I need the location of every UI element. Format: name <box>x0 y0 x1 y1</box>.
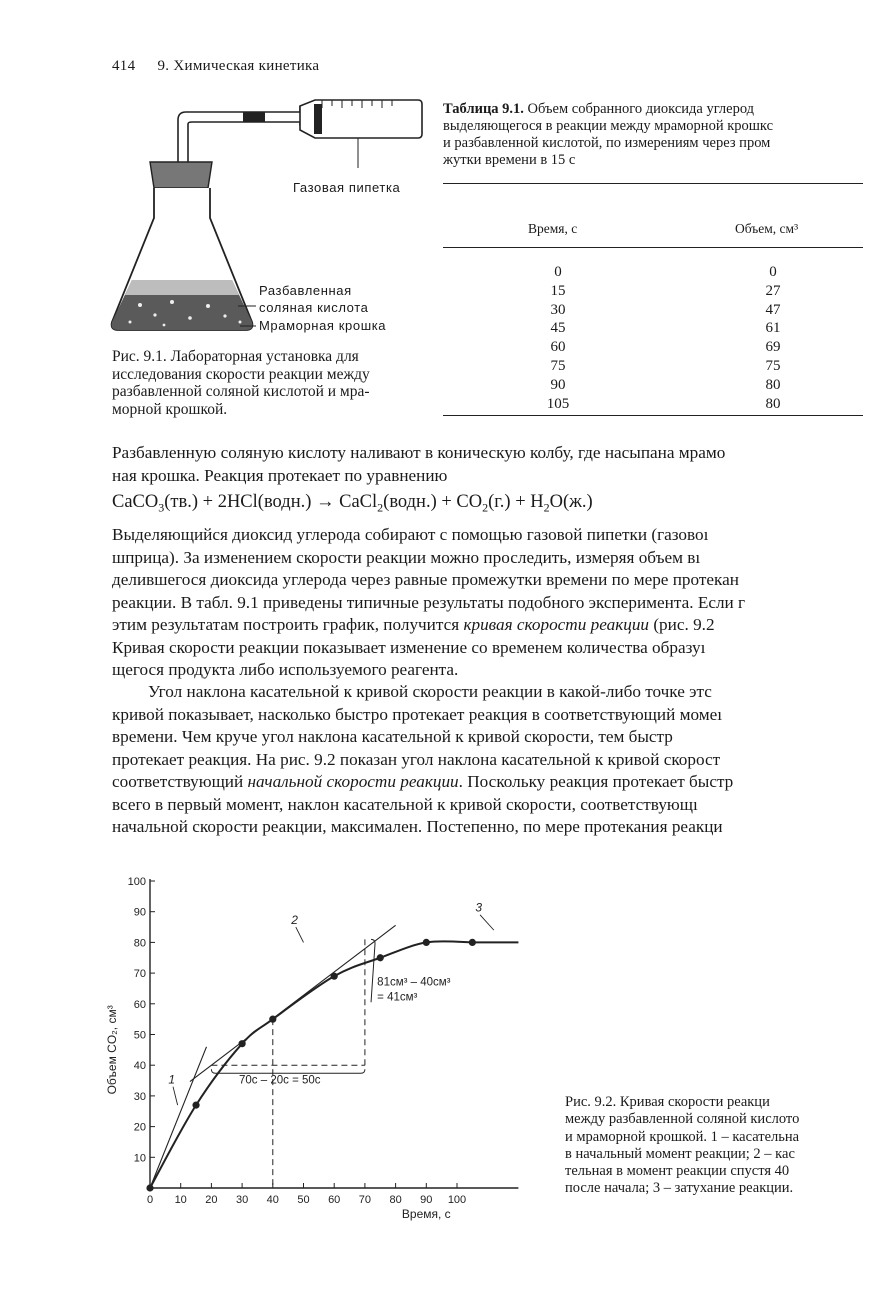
caption-line: и разбавленной кислотой, по измерениям через пром <box>443 135 771 151</box>
table-cell-time: 60 <box>550 339 566 356</box>
table-cell-time: 15 <box>550 282 566 299</box>
y-tick-label: 80 <box>133 937 146 950</box>
text-line: этим результатам построить график, получится кривая скорости реакции (рис. 9.2 <box>112 615 715 634</box>
caption-line: после начала; 3 – затухание реакции. <box>565 1180 794 1197</box>
curve-label-leader <box>480 915 494 930</box>
x-axis-label: Время, с <box>401 1207 451 1221</box>
rubber-connector <box>243 112 265 122</box>
caption-line: жутки времени в 15 с <box>443 152 576 168</box>
data-point <box>192 1102 199 1109</box>
rate-curve-chart <box>100 876 540 1221</box>
text-line: делившегося диоксида углерода через равные промежутки времени по мере протекан <box>112 570 739 589</box>
text-line: протекает реакция. На рис. 9.2 показан угол наклона касательной к кривой скорост <box>112 749 721 769</box>
text-line: Кривая скорости реакции показывает изменение со временем количества образуı <box>112 637 706 657</box>
column-header-volume: Объем, см³ <box>735 221 799 236</box>
y-tick-label: 20 <box>133 1121 146 1134</box>
reaction-equation: CaCO$_3$(тв.) + 2HCl(водн.) → CaCl$_2$(водн.) + $CO_2(г.) + H_2O(ж.)$ <box>112 492 593 515</box>
table-cell-time: 90 <box>550 376 566 393</box>
data-point <box>146 1184 153 1191</box>
table-caption-lead: Таблица 9.1. <box>443 101 524 117</box>
table-cell-volume: 80 <box>765 376 781 393</box>
caption-line: в начальный момент реакции; 2 – кас <box>565 1145 795 1162</box>
y-tick-label: 70 <box>133 968 146 981</box>
text-line: реакции. В табл. 9.1 приведены типичные результаты подобного эксперимента. Если г <box>112 592 746 612</box>
text-line: Угол наклона касательной к кривой скорости реакции в какой-либо точке этс <box>148 682 712 701</box>
data-point <box>469 939 476 946</box>
brace-dx <box>211 1069 365 1073</box>
caption-line: и мраморной крошкой. 1 – касательна <box>565 1128 800 1145</box>
x-tick-label: 10 <box>174 1194 187 1206</box>
x-tick-label: 100 <box>447 1194 467 1206</box>
y-axis-label: Объем CO₂, см³ <box>105 1005 119 1095</box>
curve-label-1: 1 <box>168 1072 176 1087</box>
table-cell-volume: 75 <box>765 357 781 374</box>
table-cell-time: 0 <box>554 264 562 280</box>
figure1-caption <box>112 348 430 418</box>
x-tick-label: 40 <box>266 1194 279 1206</box>
table-rule-top <box>443 183 863 184</box>
acid-label-line2: соляная кислота <box>259 300 369 315</box>
page-header <box>112 58 319 75</box>
curve-label-leader <box>173 1087 178 1105</box>
tangent-1 <box>150 1047 206 1188</box>
table-caption <box>443 101 863 169</box>
text-line: щегося продукта либо используемого реагента. <box>112 660 459 679</box>
dy-annotation-line1: 81см³ – 40см³ <box>377 976 451 989</box>
caption-line: Объем собранного диоксида углерод <box>527 101 755 117</box>
table-cell-volume: 27 <box>765 282 781 299</box>
pipette-label: Газовая пипетка <box>293 180 401 195</box>
time-column <box>538 263 578 413</box>
curve-label-3: 3 <box>475 900 483 915</box>
y-tick-label: 40 <box>133 1060 146 1073</box>
y-tick-label: 100 <box>127 876 146 888</box>
x-tick-label: 70 <box>358 1194 372 1206</box>
acid-layer <box>125 280 239 295</box>
brace-dy <box>371 939 375 1002</box>
table-cell-time: 105 <box>546 395 570 412</box>
x-tick-label: 80 <box>389 1194 402 1206</box>
y-tick-label: 60 <box>133 998 146 1011</box>
text-line: шприца). За изменением скорости реакции можно проследить, измеряя объем вı <box>112 547 701 567</box>
text-line: Выделяющийся диоксид углерода собирают с помощью газовой пипетки (газовоı <box>112 525 709 544</box>
table-rule-bottom <box>443 415 863 416</box>
table-cell-volume: 69 <box>765 339 781 356</box>
table-cell-volume: 0 <box>769 264 777 280</box>
pipette-plunger <box>314 104 322 134</box>
y-tick-label: 90 <box>133 906 146 919</box>
dy-annotation-line2: = 41см³ <box>377 991 418 1004</box>
volume-column <box>753 263 793 413</box>
table-rule-header <box>443 247 863 248</box>
x-tick-label: 20 <box>205 1194 218 1206</box>
table-cell-volume: 47 <box>765 301 781 318</box>
table-cell-volume: 61 <box>765 320 781 337</box>
term-initial-rate: начальной скорости реакции <box>247 772 459 791</box>
text-line: ная крошка. Реакция протекает по уравнению <box>112 465 448 485</box>
text-line: времени. Чем круче угол наклона касательной к кривой скорости, тем быстр <box>112 727 673 746</box>
table-cell-time: 45 <box>550 320 566 337</box>
caption-line: Рис. 9.2. Кривая скорости реакци <box>565 1094 770 1110</box>
text-line: всего в первый момент, наклон касательной к кривой скорости, соответствующı <box>112 794 698 814</box>
acid-label-line1: Разбавленная <box>259 283 352 298</box>
x-tick-label: 0 <box>146 1194 154 1206</box>
data-point <box>239 1040 246 1047</box>
table-cell-volume: 80 <box>765 395 781 412</box>
text-line: кривой показывает, насколько быстро протекает реакция в соответствующий момеı <box>112 704 723 724</box>
stopper <box>150 162 212 188</box>
x-tick-label: 60 <box>328 1194 341 1206</box>
data-point <box>269 1016 276 1023</box>
caption-line: выделяющегося в реакции между мраморной крошкс <box>443 118 774 134</box>
data-point <box>423 939 430 946</box>
text-line: соответствующий начальной скорости реакции. Поскольку реакция протекает быстр <box>112 772 734 791</box>
caption-line: морной крошкой. <box>112 400 228 418</box>
figure2-caption <box>565 1094 865 1198</box>
data-point <box>377 954 384 961</box>
paragraph-2 <box>112 524 872 682</box>
caption-line: исследования скорости реакции между <box>112 365 370 383</box>
x-tick-label: 90 <box>420 1194 433 1206</box>
data-point <box>331 973 338 980</box>
chapter-title: 9. Химическая кинетика <box>157 58 320 74</box>
x-tick-label: 50 <box>297 1194 310 1206</box>
table-cell-time: 30 <box>550 301 566 318</box>
curve-label-leader <box>296 927 304 942</box>
y-tick-label: 50 <box>133 1029 146 1042</box>
page-number: 414 <box>112 58 136 74</box>
dx-annotation: 70с – 20с = 50с <box>239 1074 321 1087</box>
paragraph-1 <box>112 442 872 487</box>
x-tick-label: 30 <box>235 1194 249 1206</box>
caption-line: разбавленной соляной кислотой и мра- <box>112 383 370 400</box>
marble-label: Мраморная крошка <box>259 318 387 333</box>
term-rate-curve: кривая скорости реакции <box>463 615 650 634</box>
caption-line: Рис. 9.1. Лабораторная установка для <box>112 348 359 365</box>
caption-line: между разбавленной соляной кислото <box>565 1111 800 1128</box>
column-header-time: Время, с <box>528 221 578 236</box>
y-tick-label: 10 <box>133 1152 146 1165</box>
y-tick-label: 30 <box>133 1090 146 1103</box>
text-line: начальной скорости реакции, максимален. Постепенно, по мере протекания реакци <box>112 817 723 836</box>
paragraph-3 <box>112 681 872 839</box>
table-cell-time: 75 <box>550 357 566 374</box>
text-line: Разбавленную соляную кислоту наливают в коническую колбу, где насыпана мрамо <box>112 443 726 462</box>
curve-label-2: 2 <box>291 912 298 927</box>
caption-line: тельная в момент реакции спустя 40 <box>565 1163 790 1180</box>
